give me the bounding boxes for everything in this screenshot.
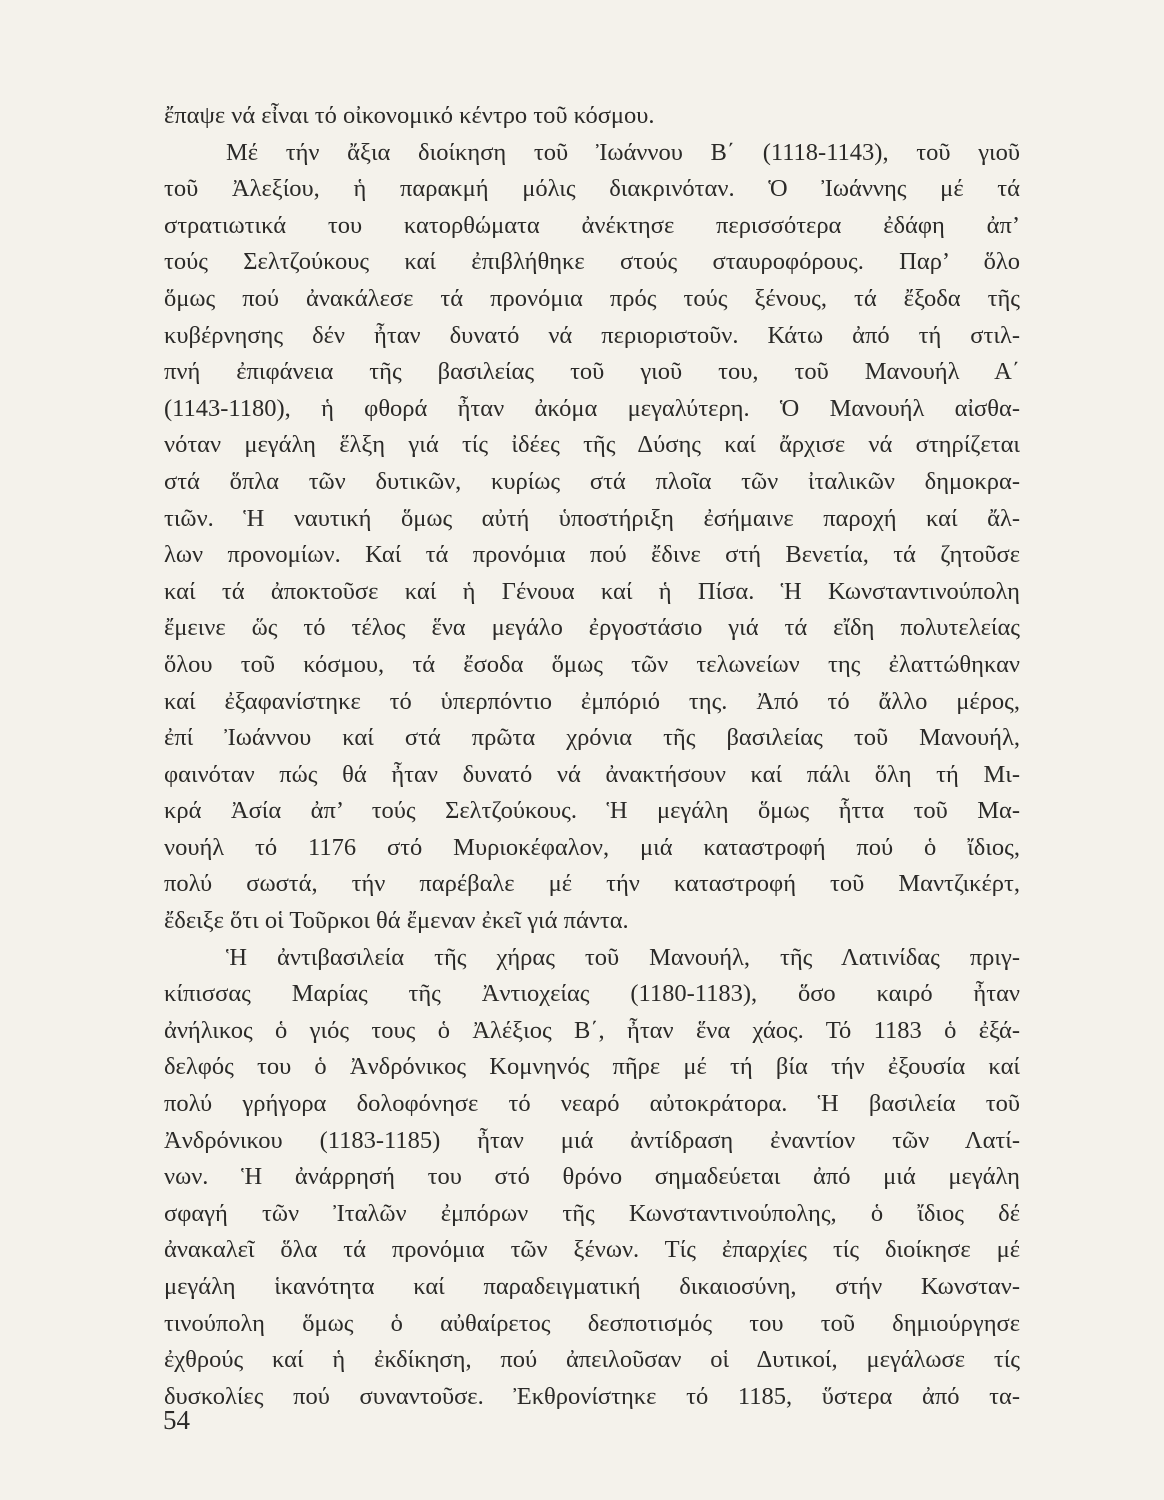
text-line: κρά Ἀσία ἀπ’ τούς Σελτζούκους. Ἡ μεγάλη ὅμως ἧττα τοῦ Μα- <box>164 797 1020 825</box>
text-line: νων. Ἡ ἀνάρρησή του στό θρόνο σημαδεύεται ἀπό μιά μεγάλη <box>164 1163 1020 1191</box>
text-line: κυβέρνησης δέν ἦταν δυνατό νά περιοριστοῦν. Κάτω ἀπό τή στιλ- <box>164 321 1020 349</box>
text-line: ὅμως πού ἀνακάλεσε τά προνόμια πρός τούς ξένους, τά ἔξοδα τῆς <box>164 284 1020 312</box>
text-line: Ἡ ἀντιβασιλεία τῆς χήρας τοῦ Μανουήλ, τῆς Λατινίδας πριγ- <box>226 943 1020 971</box>
text-line: πολύ σωστά, τήν παρέβαλε μέ τήν καταστροφή τοῦ Μαντζικέρτ, <box>164 870 1020 898</box>
text-line: λων προνομίων. Καί τά προνόμια πού ἔδινε στή Βενετία, τά ζητοῦσε <box>164 541 1020 569</box>
text-line: καί ἐξαφανίστηκε τό ὑπερπόντιο ἐμπόριό της. Ἀπό τό ἄλλο μέρος, <box>164 687 1020 715</box>
text-line: νουήλ τό 1176 στό Μυριοκέφαλον, μιά καταστροφή πού ὁ ἴδιος, <box>164 833 1020 861</box>
text-line: πνή ἐπιφάνεια τῆς βασιλείας τοῦ γιοῦ του, τοῦ Μανουήλ Α΄ <box>164 358 1020 386</box>
text-line: ἐπί Ἰωάννου καί στά πρῶτα χρόνια τῆς βασιλείας τοῦ Μανουήλ, <box>164 724 1020 752</box>
text-line: φαινόταν πώς θά ἦταν δυνατό νά ἀνακτήσουν καί πάλι ὅλη τή Μι- <box>164 760 1020 788</box>
page-number: 54 <box>163 1405 190 1435</box>
body-text <box>164 98 1020 1415</box>
text-line: στά ὅπλα τῶν δυτικῶν, κυρίως στά πλοῖα τῶν ἰταλικῶν δημοκρα- <box>164 467 1020 495</box>
text-line: τούς Σελτζούκους καί ἐπιβλήθηκε στούς σταυροφόρους. Παρ’ ὅλο <box>164 248 1020 276</box>
text-line: πολύ γρήγορα δολοφόνησε τό νεαρό αὐτοκράτορα. Ἡ βασιλεία τοῦ <box>164 1090 1020 1118</box>
text-line: μεγάλη ἱκανότητα καί παραδειγματική δικαιοσύνη, στήν Κωνσταν- <box>164 1273 1020 1300</box>
text-line: ἐχθρούς καί ἡ ἐκδίκηση, πού ἀπειλοῦσαν οἱ Δυτικοί, μεγάλωσε τίς <box>164 1346 1020 1374</box>
text-line: Ἀνδρόνικου (1183-1185) ἦταν μιά ἀντίδραση ἐναντίον τῶν Λατί- <box>164 1126 1020 1154</box>
text-line: δυσκολίες πού συναντοῦσε. Ἐκθρονίστηκε τό 1185, ὕστερα ἀπό τα- <box>164 1382 1020 1410</box>
text-line: τοῦ Ἀλεξίου, ἡ παρακμή μόλις διακρινόταν. Ὁ Ἰωάννης μέ τά <box>164 175 1020 203</box>
text-line: ἀνήλικος ὁ γιός τους ὁ Ἀλέξιος Β΄, ἦταν ἕνα χάος. Τό 1183 ὁ ἐξά- <box>164 1016 1020 1044</box>
text-line: ἔπαψε νά εἶναι τό οἰκονομικό κέντρο τοῦ κόσμου. <box>164 102 655 129</box>
text-line: κίπισσας Μαρίας τῆς Ἀντιοχείας (1180-1183), ὅσο καιρό ἦταν <box>164 980 1020 1008</box>
text-line: δελφός του ὁ Ἀνδρόνικος Κομνηνός πῆρε μέ τή βία τήν ἐξουσία καί <box>164 1053 1020 1081</box>
text-line: νόταν μεγάλη ἕλξη γιά τίς ἰδέες τῆς Δύσης καί ἄρχισε νά στηρίζεται <box>164 431 1020 459</box>
text-line: στρατιωτικά του κατορθώματα ἀνέκτησε περισσότερα ἐδάφη ἀπ’ <box>164 211 1020 239</box>
text-line: τινούπολη ὅμως ὁ αὐθαίρετος δεσποτισμός του τοῦ δημιούργησε <box>164 1309 1020 1337</box>
text-line: ἔδειξε ὅτι οἱ Τοῦρκοι θά ἔμεναν ἐκεῖ γιά πάντα. <box>164 907 629 935</box>
text-line: τιῶν. Ἡ ναυτική ὅμως αὐτή ὑποστήριξη ἐσήμαινε παροχή καί ἄλ- <box>164 504 1020 532</box>
text-line: ἀνακαλεῖ ὅλα τά προνόμια τῶν ξένων. Τίς ἐπαρχίες τίς διοίκησε μέ <box>164 1236 1020 1264</box>
text-line: ὅλου τοῦ κόσμου, τά ἔσοδα ὅμως τῶν τελωνείων της ἐλαττώθηκαν <box>164 650 1020 678</box>
text-line: καί τά ἀποκτοῦσε καί ἡ Γένουα καί ἡ Πίσα. Ἡ Κωνσταντινούπολη <box>164 577 1020 605</box>
text-line: (1143-1180), ἡ φθορά ἦταν ἀκόμα μεγαλύτερη. Ὁ Μανουήλ αἰσθα- <box>164 394 1020 422</box>
text-line: σφαγή τῶν Ἰταλῶν ἐμπόρων τῆς Κωνσταντινούπολης, ὁ ἴδιος δέ <box>164 1199 1020 1227</box>
text-line: ἔμεινε ὥς τό τέλος ἕνα μεγάλο ἐργοστάσιο γιά τά εἴδη πολυτελείας <box>164 614 1020 642</box>
text-line: Μέ τήν ἄξια διοίκηση τοῦ Ἰωάννου Β΄ (1118-1143), τοῦ γιοῦ <box>226 138 1020 166</box>
